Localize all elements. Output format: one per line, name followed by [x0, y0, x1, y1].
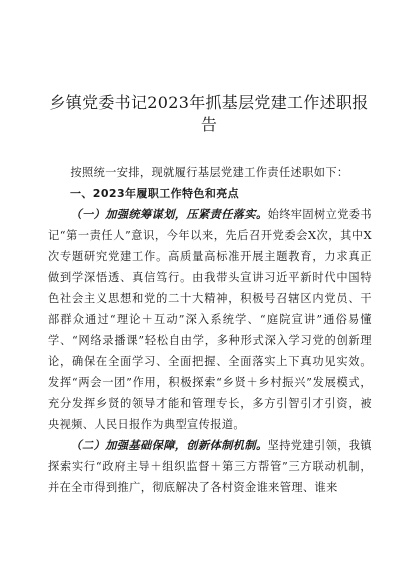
document-title: 乡镇党委书记2023年抓基层党建工作述职报告 [49, 93, 369, 134]
intro-paragraph: 按照统一安排，现就履行基层党建工作责任述职如下： [70, 166, 349, 179]
paragraph-2-text: 坚持党建引领，我镇探索实行“政府主导＋组织监督＋第三方帮管”三方联动机制，并在全市得到推广，彻底解决了各村资金谁来管理、谁来 [48, 439, 372, 494]
paragraph-1-text: 始终牢固树立党委书记“第一责任人”意识，今年以来，先后召开党委会X次，其中X次专题研究党建工作。高质量高标准开展主题教育，力求真正做到学深悟透、真信笃行。由我带头宣讲习近平新时代中国特色社会主义思想和党的二十大精神，积极号召辖区内党员、干部群众通过“理论＋互动”深入系统学、“庭院宣讲”通俗易懂学、“网络录播课”轻松自由学，多种形式深入学习党的创新理论，确保在全面学习、全面把握、全面落实上下真功见实效。发挥“两会一团”作用，积极探索“乡贤＋乡村振兴”发展模式，充分发挥乡贤的领导才能和管理专长，多方引智引才引资，被央视频、人民日报作为典型宣传报道。 [48, 208, 372, 431]
paragraph-1-lead: （一）加强统筹谋划，压紧责任落实。 [70, 207, 268, 221]
paragraph-1 [48, 204, 372, 435]
document-body [48, 162, 372, 498]
paragraph-2-lead: （二）加强基础保障，创新体制机制。 [70, 438, 268, 452]
section-heading: 一、2023年履职工作特色和亮点 [70, 187, 240, 200]
paragraph-2 [48, 435, 372, 498]
